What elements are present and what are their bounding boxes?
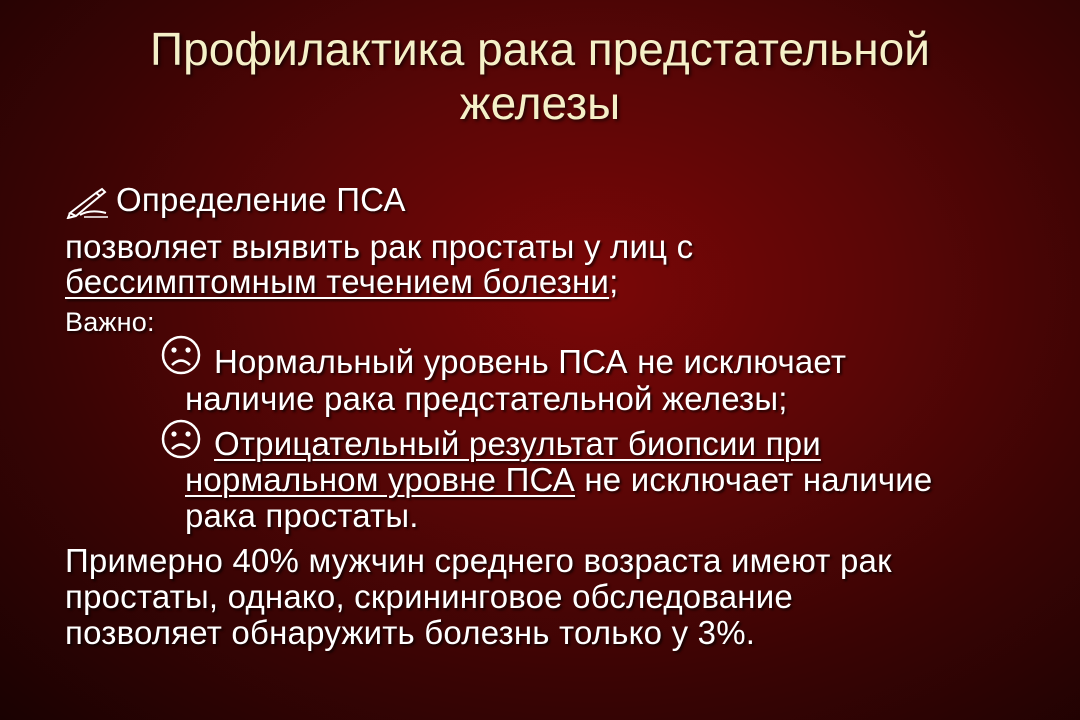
point-1-line-1: Нормальный уровень ПСА не исключает xyxy=(214,343,847,380)
title-line-1: Профилактика рака предстательной xyxy=(150,23,930,75)
intro-line-1: позволяет выявить рак простаты у лиц с xyxy=(65,228,694,265)
frowning-face-icon xyxy=(160,334,202,376)
point-1-line-2: наличие рака предстательной железы; xyxy=(185,380,788,417)
frowning-face-icon xyxy=(160,418,202,460)
point-2-underlined-2: нормальном уровне ПСА xyxy=(185,461,576,498)
intro-underlined: бессимптомным течением болезни xyxy=(65,263,610,300)
point-2-line-3: рака простаты. xyxy=(185,497,419,534)
bullet-header: Определение ПСА xyxy=(116,181,406,218)
point-2-line-1 xyxy=(214,426,821,462)
writing-hand-icon xyxy=(66,185,110,219)
title-line-2: железы xyxy=(459,77,621,129)
point-2-tail: не исключает наличие xyxy=(575,461,933,498)
intro-line-2 xyxy=(65,264,618,300)
important-label: Важно: xyxy=(65,307,155,337)
summary-line-1: Примерно 40% мужчин среднего возраста имеют рак xyxy=(65,542,892,579)
point-2-line-2 xyxy=(185,462,932,498)
point-2-underlined-1: Отрицательный результат биопсии при xyxy=(214,425,821,462)
slide-title xyxy=(60,22,1020,130)
summary-line-3: позволяет обнаружить болезнь только у 3%. xyxy=(65,614,756,651)
summary-line-2: простаты, однако, скрининговое обследование xyxy=(65,578,793,615)
intro-tail: ; xyxy=(609,263,619,300)
